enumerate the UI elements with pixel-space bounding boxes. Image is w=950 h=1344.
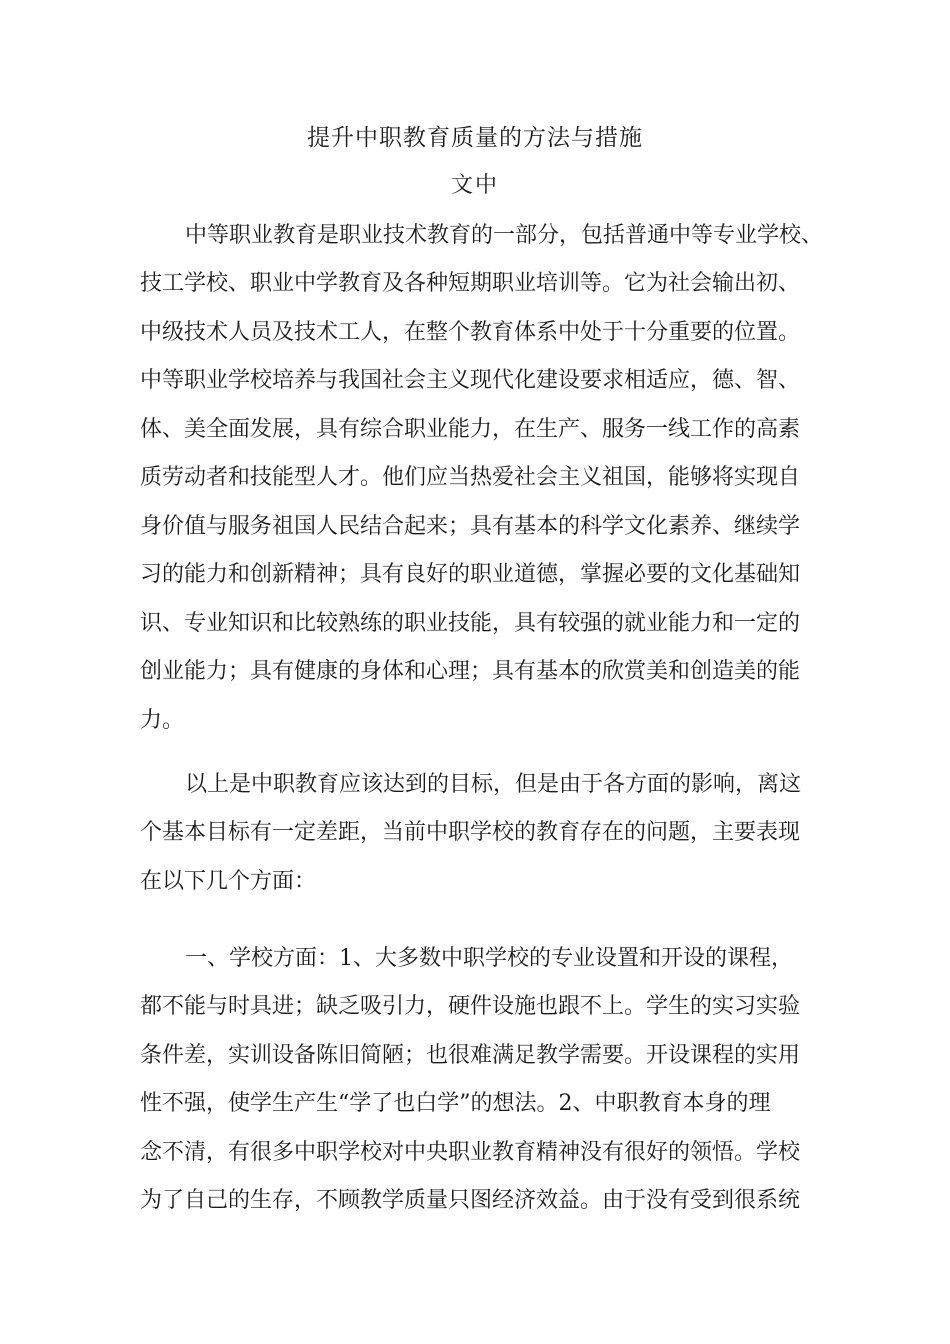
text-line: 一、学校方面：1、大多数中职学校的专业设置和开设的课程， — [185, 946, 793, 971]
text-line: 以上是中职教育应该达到的目标，但是由于各方面的影响，离这 — [185, 772, 802, 797]
text-line: 创业能力；具有健康的身体和心理；具有基本的欣赏美和创造美的能 — [140, 659, 801, 684]
text-line: 为了自己的生存，不顾教学质量只图经济效益。由于没有受到很系统 — [140, 1188, 801, 1213]
text-line: 身价值与服务祖国人民结合起来；具有基本的科学文化素养、继续学 — [140, 514, 801, 539]
text-line: 都不能与时具进；缺乏吸引力，硬件设施也跟不上。学生的实习实验 — [140, 994, 801, 1019]
text-line: 体、美全面发展，具有综合职业能力，在生产、服务一线工作的高素 — [140, 417, 801, 442]
text-line: 念不清，有很多中职学校对中央职业教育精神没有很好的领悟。学校 — [140, 1140, 801, 1165]
text-line: 性不强，使学生产生“学了也白学”的想法。2、中职教育本身的理 — [140, 1091, 771, 1116]
text-line: 中等职业教育是职业技术教育的一部分，包括普通中等专业学校、 — [185, 223, 824, 248]
text-line: 力。 — [140, 708, 185, 733]
text-line: 个基本目标有一定差距，当前中职学校的教育存在的问题，主要表现 — [140, 820, 801, 845]
text-line: 条件差，实训设备陈旧简陋；也很难满足教学需要。开设课程的实用 — [140, 1043, 801, 1068]
document-author: 文中 — [450, 173, 499, 198]
text-line: 习的能力和创新精神；具有良好的职业道德，掌握必要的文化基础知 — [140, 562, 801, 587]
text-line: 中级技术人员及技术工人，在整个教育体系中处于十分重要的位置。 — [140, 320, 801, 345]
text-line: 技工学校、职业中学教育及各种短期职业培训等。它为社会输出初、 — [140, 271, 801, 296]
document-title: 提升中职教育质量的方法与措施 — [307, 125, 643, 151]
text-line: 质劳动者和技能型人才。他们应当热爱社会主义祖国，能够将实现自 — [140, 465, 801, 490]
text-line: 中等职业学校培养与我国社会主义现代化建设要求相适应，德、智、 — [140, 368, 801, 393]
text-line: 识、专业知识和比较熟练的职业技能，具有较强的就业能力和一定的 — [140, 611, 801, 636]
text-line: 在以下几个方面： — [140, 869, 317, 894]
